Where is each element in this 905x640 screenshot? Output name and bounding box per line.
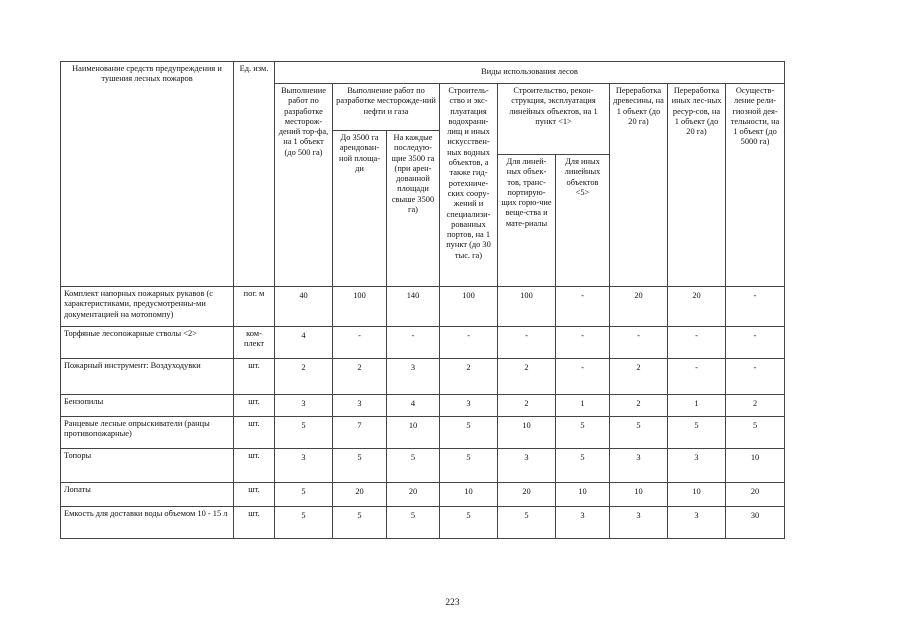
row-value: - <box>556 359 610 395</box>
row-value: 30 <box>726 507 785 539</box>
row-value: 10 <box>440 483 498 507</box>
row-value: 5 <box>440 417 498 449</box>
row-value: 100 <box>498 287 556 327</box>
row-unit: шт. <box>234 417 275 449</box>
row-value: 3 <box>440 395 498 417</box>
row-value: - <box>668 327 726 359</box>
row-value: 140 <box>387 287 440 327</box>
row-value: 2 <box>333 359 387 395</box>
table-row <box>61 287 785 327</box>
row-value: 4 <box>387 395 440 417</box>
row-value: 2 <box>610 359 668 395</box>
header-name-column: Наименование средств предупреждения и тушения лесных пожаров <box>61 62 234 287</box>
row-value: - <box>726 359 785 395</box>
row-name: Бензопилы <box>61 395 234 417</box>
row-value: 10 <box>610 483 668 507</box>
row-value: 5 <box>668 417 726 449</box>
row-value: - <box>668 359 726 395</box>
row-value: 2 <box>498 395 556 417</box>
row-value: 100 <box>440 287 498 327</box>
row-value: 10 <box>556 483 610 507</box>
table-body <box>61 287 785 539</box>
row-value: 2 <box>440 359 498 395</box>
row-value: 7 <box>333 417 387 449</box>
row-value: 5 <box>333 507 387 539</box>
row-value: 5 <box>440 507 498 539</box>
table-row <box>61 359 785 395</box>
table-row <box>61 395 785 417</box>
row-value: 4 <box>275 327 333 359</box>
row-value: 10 <box>668 483 726 507</box>
row-unit: шт. <box>234 507 275 539</box>
row-value: 5 <box>275 507 333 539</box>
row-unit: шт. <box>234 359 275 395</box>
row-value: 3 <box>668 507 726 539</box>
row-value: - <box>556 287 610 327</box>
row-value: 3 <box>275 395 333 417</box>
header-reservoirs: Строитель-ство и экс-плуатация водохрани-лищ и иных искусствен-ных водных объектов, а также гид-ротехниче-ских соору-жений и специализи-рованных портов, на 1 пункт (до 30 тыс. га) <box>440 84 498 287</box>
row-name: Торфяные лесопожарные стволы <2> <box>61 327 234 359</box>
row-value: - <box>726 327 785 359</box>
row-value: 5 <box>333 449 387 483</box>
row-unit: пог. м <box>234 287 275 327</box>
page-number: 223 <box>445 598 460 608</box>
row-value: 3 <box>610 507 668 539</box>
header-oil-gas: Выполнение работ по разработке месторожде-ний нефти и газа <box>333 84 440 131</box>
row-value: 5 <box>498 507 556 539</box>
row-value: - <box>610 327 668 359</box>
row-value: 1 <box>668 395 726 417</box>
header-unit-column: Ед. изм. <box>234 62 275 287</box>
row-value: 5 <box>726 417 785 449</box>
header-linear-objects: Строительство, рекон-струкция, эксплуатация линейных объектов, на 1 пункт <1> <box>498 84 610 155</box>
row-value: 10 <box>387 417 440 449</box>
header-forest-use-types: Виды использования лесов <box>275 62 785 84</box>
row-value: - <box>440 327 498 359</box>
row-value: 2 <box>498 359 556 395</box>
row-value: 20 <box>610 287 668 327</box>
row-value: 5 <box>387 507 440 539</box>
row-value: 20 <box>498 483 556 507</box>
row-unit: шт. <box>234 449 275 483</box>
row-value: 3 <box>610 449 668 483</box>
header-linear-other: Для иных линейных объектов <5> <box>556 155 610 287</box>
table-row <box>61 327 785 359</box>
row-value: 5 <box>610 417 668 449</box>
row-value: 1 <box>556 395 610 417</box>
row-unit: ком-плект <box>234 327 275 359</box>
header-peat: Выполнение работ по разработке месторож-дений тор-фа, на 1 объект (до 500 га) <box>275 84 333 287</box>
row-value: 20 <box>668 287 726 327</box>
row-value: 3 <box>387 359 440 395</box>
row-value: 5 <box>275 417 333 449</box>
row-value: 20 <box>333 483 387 507</box>
row-value: 5 <box>556 449 610 483</box>
row-value: 3 <box>275 449 333 483</box>
row-value: 5 <box>440 449 498 483</box>
row-value: 3 <box>333 395 387 417</box>
row-value: 10 <box>726 449 785 483</box>
row-value: - <box>498 327 556 359</box>
row-name: Лопаты <box>61 483 234 507</box>
header-other-resources: Переработка иных лес-ных ресур-сов, на 1 объект (до 20 га) <box>668 84 726 287</box>
row-name: Топоры <box>61 449 234 483</box>
row-value: 2 <box>610 395 668 417</box>
header-religious: Осуществ-ление рели-гиозной дея-тельности, на 1 объект (до 5000 га) <box>726 84 785 287</box>
table-row <box>61 483 785 507</box>
table-row <box>61 417 785 449</box>
row-value: 20 <box>387 483 440 507</box>
row-name: Ранцевые лесные опрыскиватели (ранцы противопожарные) <box>61 417 234 449</box>
row-value: 100 <box>333 287 387 327</box>
row-value: 3 <box>668 449 726 483</box>
row-value: - <box>726 287 785 327</box>
row-value: 40 <box>275 287 333 327</box>
row-name: Комплект напорных пожарных рукавов (с характеристиками, предусмотренны-ми документацией на мотопомпу) <box>61 287 234 327</box>
row-value: 3 <box>498 449 556 483</box>
row-value: - <box>333 327 387 359</box>
header-wood-processing: Переработка древесины, на 1 объект (до 20 га) <box>610 84 668 287</box>
row-value: 2 <box>726 395 785 417</box>
table-row <box>61 507 785 539</box>
row-value: 5 <box>275 483 333 507</box>
row-name: Емкость для доставки воды объемом 10 - 15 л <box>61 507 234 539</box>
fire-equipment-table <box>60 61 785 539</box>
row-value: 5 <box>556 417 610 449</box>
row-value: - <box>556 327 610 359</box>
table-row <box>61 449 785 483</box>
row-value: 2 <box>275 359 333 395</box>
row-value: 5 <box>387 449 440 483</box>
header-linear-flammable: Для линей-ных объек-тов, транс-портирую-щих горю-чие веще-ства и мате-риалы <box>498 155 556 287</box>
header-oil-gas-up-to-3500: До 3500 га арендован-ной площа-ди <box>333 131 387 287</box>
row-name: Пожарный инструмент: Воздуходувки <box>61 359 234 395</box>
table-header <box>61 62 785 287</box>
row-unit: шт. <box>234 483 275 507</box>
row-value: - <box>387 327 440 359</box>
row-unit: шт. <box>234 395 275 417</box>
row-value: 3 <box>556 507 610 539</box>
row-value: 20 <box>726 483 785 507</box>
header-oil-gas-each-3500: На каждые последую-щие 3500 га (при арен-дованной площади свыше 3500 га) <box>387 131 440 287</box>
row-value: 10 <box>498 417 556 449</box>
